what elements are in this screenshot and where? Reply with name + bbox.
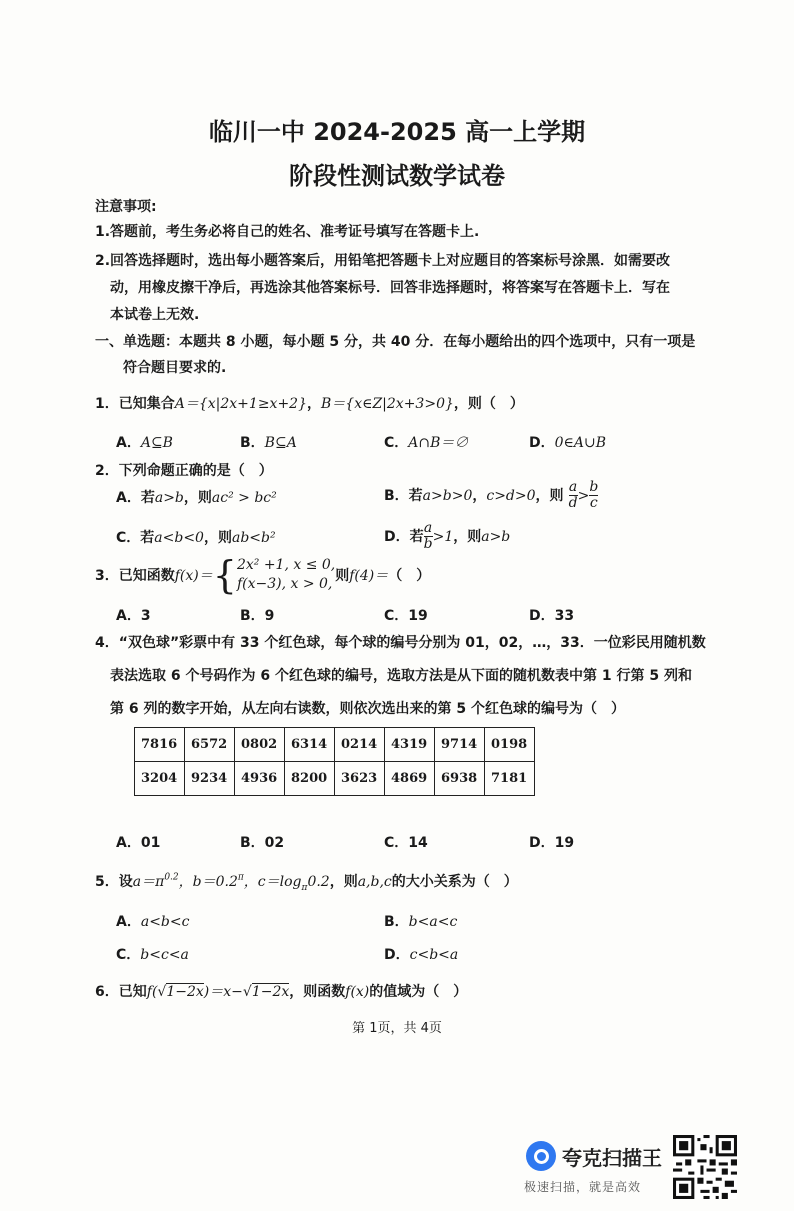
- q3-option-a: A．3: [116, 608, 151, 624]
- q2-b-gt: >: [577, 488, 590, 504]
- q1-option-d-label: D．: [529, 435, 555, 451]
- brand-name: 夸克扫描王: [562, 1146, 662, 1170]
- table-cell: 9234: [185, 762, 235, 796]
- q1-option-b: [240, 432, 297, 452]
- q3-post: 则: [335, 568, 350, 584]
- q6-f: f: [146, 984, 152, 1000]
- q2-a-result: ac² > bc²: [211, 490, 277, 506]
- q3-option-b: B．9: [240, 608, 275, 624]
- q5-post: 的大小关系为（ ）: [391, 874, 518, 890]
- section-heading-line-1: 一、单选题：本题共 8 小题，每小题 5 分，共 40 分．在每小题给出的四个选项中，只有一项是: [95, 334, 696, 350]
- notice-item-2-line-2: 动，用橡皮擦干净后，再选涂其他答案标号．回答非选择题时，将答案写在答题卡上．写在: [110, 280, 670, 296]
- scanner-watermark: [510, 1130, 760, 1200]
- table-cell: 6938: [435, 762, 485, 796]
- q1-option-b-text: B⊆A: [264, 435, 297, 451]
- table-cell: 6572: [185, 728, 235, 762]
- q5-number: 5．设: [95, 874, 133, 890]
- q1-sep: ，: [307, 396, 321, 412]
- q2-b-fraction-b-c: [589, 480, 598, 511]
- q5-a-label: A．: [116, 914, 141, 930]
- q6-post: 的值域为（ ）: [369, 984, 468, 1000]
- q4-option-a: A．01: [116, 835, 161, 851]
- q2-b-fraction-a-d: [569, 480, 578, 511]
- frac-num: a: [568, 479, 578, 495]
- section-heading-line-2: 符合题目要求的.: [123, 360, 227, 376]
- q2-option-c: [116, 527, 276, 547]
- notice-item-2-line-3: 本试卷上无效.: [110, 307, 200, 323]
- random-number-table: [134, 727, 535, 796]
- q2-d-then: ，则: [453, 529, 482, 545]
- q6-number: 6．已知: [95, 984, 147, 1000]
- frac-num: a: [423, 520, 433, 536]
- q2-a-then: ，则: [183, 490, 212, 506]
- q1-number: 1．: [95, 396, 119, 412]
- q1-option-c-label: C．: [384, 435, 409, 451]
- q6-sqrt-sign: √: [157, 984, 167, 1000]
- q5-c-label: C．: [116, 947, 141, 963]
- q5-expr-a: a＝π: [132, 874, 165, 890]
- q2-c-result: ab<b²: [231, 530, 276, 546]
- notice-heading: 注意事项:: [95, 199, 157, 215]
- q6-close-paren: ): [203, 984, 210, 1000]
- table-cell: 4869: [385, 762, 435, 796]
- q1-option-c-text: A∩B＝∅: [408, 435, 469, 451]
- q5-c-text: b<c<a: [140, 947, 189, 963]
- question-5-stem: [95, 871, 518, 893]
- q2-d-result: a>b: [481, 529, 511, 545]
- question-6-stem: [95, 981, 467, 1001]
- q1-option-d: [529, 432, 606, 452]
- brand-slogan: 极速扫描，就是高效: [524, 1180, 642, 1194]
- q3-ask: f(4)＝: [349, 568, 389, 584]
- page-number: 第 1页，共 4页: [352, 1021, 442, 1036]
- q1-option-a: [116, 432, 173, 452]
- q3-option-c: C．19: [384, 608, 428, 624]
- q1-option-a-text: A⊆B: [140, 435, 173, 451]
- q2-a-cond: a>b: [154, 490, 184, 506]
- question-3-stem: [95, 553, 431, 597]
- q2-a-label: A．若: [116, 490, 155, 506]
- q2-b-then: ，则: [535, 488, 564, 504]
- table-cell: 7181: [485, 762, 535, 796]
- table-cell: 4319: [385, 728, 435, 762]
- qr-code-icon: [672, 1135, 738, 1199]
- q3-paren: （ ）: [388, 568, 431, 584]
- q1-post: ，则（ ）: [453, 396, 524, 412]
- table-cell: 4936: [235, 762, 285, 796]
- q4-option-c: C．14: [384, 835, 428, 851]
- q2-b-label: B．若: [384, 488, 423, 504]
- q5-option-b: [384, 911, 457, 931]
- table-cell: 9714: [435, 728, 485, 762]
- notice-item-2-line-1: 2.回答选择题时，选出每小题答案后，用铅笔把答题卡上对应题目的答案标号涂黑．如需要改: [95, 253, 671, 269]
- q2-b-cond-1: a>b>0: [422, 488, 473, 504]
- q5-expr-c: ，c＝log: [243, 874, 302, 890]
- quark-logo-icon: [526, 1141, 556, 1171]
- q2-option-b: [384, 480, 598, 511]
- table-cell: 3204: [135, 762, 185, 796]
- table-cell: 3623: [335, 762, 385, 796]
- q5-expr-b: ，b＝0.2: [178, 874, 238, 890]
- q5-d-label: D．: [384, 947, 410, 963]
- q3-brace: {: [212, 553, 237, 597]
- frac-den: d: [568, 495, 578, 511]
- q2-d-label: D．若: [384, 529, 424, 545]
- q5-a-text: a<b<c: [140, 914, 190, 930]
- q1-option-c: [384, 432, 468, 452]
- q5-b-text: b<a<c: [408, 914, 458, 930]
- table-cell: 8200: [285, 762, 335, 796]
- q6-fx: f(x): [345, 984, 370, 1000]
- q4-option-d: D．19: [529, 835, 575, 851]
- table-cell: 7816: [135, 728, 185, 762]
- notice-item-1: 1.答题前，考生务必将自己的姓名、准考证号填写在答题卡上.: [95, 224, 480, 240]
- q2-c-cond: a<b<0: [154, 530, 204, 546]
- q3-stem-text: 3．已知函数: [95, 568, 175, 584]
- q2-c-label: C．若: [116, 530, 155, 546]
- q3-case-1: 2x² +1, x ≤ 0,: [236, 557, 336, 573]
- question-1-stem: [95, 393, 524, 413]
- q1-pre: 已知集合: [118, 396, 175, 412]
- q6-rhs: ＝x−: [209, 984, 243, 1000]
- q1-option-d-text: 0∈A∪B: [554, 435, 607, 451]
- q5-then: ，则: [329, 874, 358, 890]
- q5-b-label: B．: [384, 914, 409, 930]
- q2-b-cond-2: c>d>0: [486, 488, 536, 504]
- q5-expr-a-exp: 0.2: [164, 872, 179, 883]
- frac-den: b: [423, 536, 433, 552]
- question-4-line-2: 表法选取 6 个号码作为 6 个红色球的编号，选取方法是从下面的随机数表中第 1 行第 5 列和: [110, 668, 692, 684]
- q5-option-c: [116, 944, 189, 964]
- q6-sqrt-sign-2: √: [242, 984, 252, 1000]
- q2-c-then: ，则: [203, 530, 232, 546]
- q6-radicand-1: 1−2x: [166, 984, 204, 1000]
- question-4-line-1: 4．“双色球”彩票中有 33 个红色球，每个球的编号分别为 01，02，…，33．一位彩民用随机数: [95, 635, 706, 651]
- q6-open-paren: (: [151, 984, 158, 1000]
- page-subtitle: 阶段性测试数学试卷: [289, 162, 505, 190]
- table-cell: 0802: [235, 728, 285, 762]
- table-row: [135, 728, 535, 762]
- table-row: [135, 762, 535, 796]
- q2-d-fraction: [424, 521, 433, 552]
- q5-expr-c-base: π: [301, 883, 308, 894]
- q2-option-d: [384, 521, 510, 552]
- q6-radicand-2: 1−2x: [251, 984, 290, 1000]
- frac-den: c: [589, 495, 598, 511]
- q2-d-cond: >1: [432, 529, 454, 545]
- q1-option-a-label: A．: [116, 435, 141, 451]
- q5-expr-c-arg: 0.2: [307, 874, 330, 890]
- q4-option-b: B．02: [240, 835, 285, 851]
- page-title: 临川一中 2024-2025 高一上学期: [208, 118, 586, 146]
- q1-set-a: A＝{x|2x+1≥x+2}: [174, 396, 307, 412]
- table-cell: 0214: [335, 728, 385, 762]
- q1-set-b: B＝{x∈Z|2x+3>0}: [321, 396, 454, 412]
- q5-expr-b-exp: π: [237, 872, 244, 883]
- question-4-line-3: 第 6 列的数字开始，从左向右读数，则依次选出来的第 5 个红色球的编号为（ ）: [110, 701, 625, 717]
- frac-num: b: [589, 479, 599, 495]
- q3-cases: [237, 556, 335, 594]
- q1-option-b-label: B．: [240, 435, 265, 451]
- q2-b-sep: ，: [472, 488, 487, 504]
- q6-then: ，则函数: [289, 984, 346, 1000]
- q3-fx: f(x)＝: [174, 568, 213, 584]
- q5-option-a: [116, 911, 189, 931]
- question-2-stem: 2．下列命题正确的是（ ）: [95, 463, 273, 479]
- q5-option-d: [384, 944, 458, 964]
- q5-d-text: c<b<a: [409, 947, 459, 963]
- table-cell: 0198: [485, 728, 535, 762]
- q3-case-2: f(x−3), x > 0,: [236, 576, 333, 592]
- q3-option-d: D．33: [529, 608, 575, 624]
- q5-vars: a,b,c: [357, 874, 392, 890]
- table-cell: 6314: [285, 728, 335, 762]
- q2-option-a: [116, 487, 277, 507]
